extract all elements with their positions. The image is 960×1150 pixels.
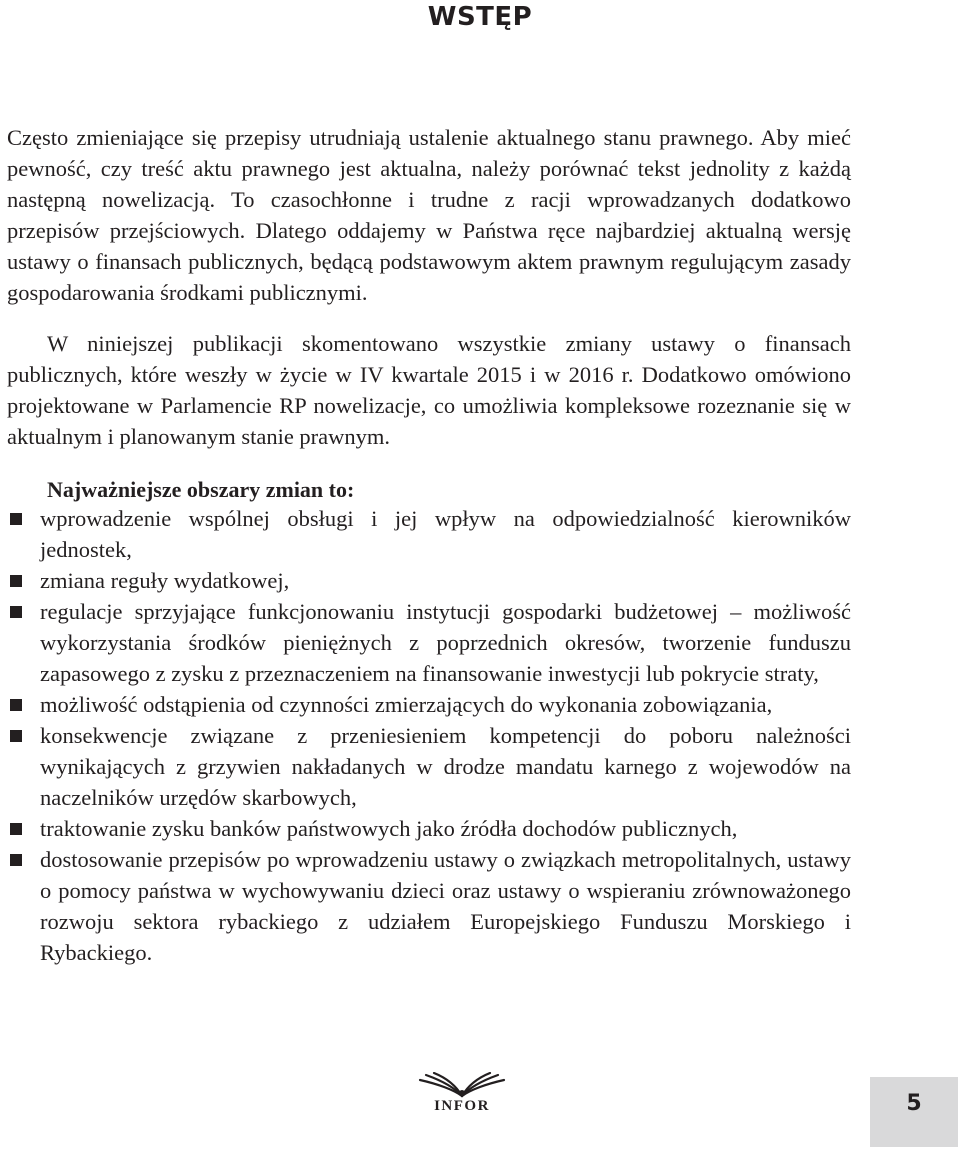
changes-list [7, 503, 851, 968]
changes-heading: Najważniejsze obszary zmian to: [47, 477, 355, 502]
list-item [7, 689, 851, 720]
intro-paragraph: Często zmieniające się przepisy utrudniają ustalenie aktualnego stanu prawnego. Aby mieć pewność, czy treść aktu prawnego jest aktualna, należy porównać tekst jednolity z każdą następną nowelizacją. To czasochłonne i trudne z racji wprowadzanych dodatkowo przepisów przejściowych. Dlatego oddajemy w Państwa ręce najbardziej aktualną wersję ustawy o finansach publicznych, będącą podstawowym aktem prawnym regulującym zasady gospodarowania środkami publicznymi. [7, 125, 851, 305]
list-item-text: możliwość odstąpienia od czynności zmierzających do wykonania zobowiązania, [40, 692, 773, 717]
page-number-box [870, 1077, 958, 1147]
list-item-text: dostosowanie przepisów po wprowadzeniu ustawy o związkach metropolitalnych, ustawy o pomocy państwa w wychowywaniu dzieci oraz ustawy o wspieraniu zrównoważonego rozwoju sektora rybackiego z udziałem Europejskiego Funduszu Morskiego i Rybackiego. [40, 847, 851, 965]
square-bullet-icon [10, 823, 22, 835]
list-item-text: traktowanie zysku banków państwowych jako źródła dochodów publicznych, [40, 816, 738, 841]
list-item [7, 565, 851, 596]
list-item-text: wprowadzenie wspólnej obsługi i jej wpływ na odpowiedzialność kierowników jednostek, [40, 506, 851, 562]
list-item-text: konsekwencje związane z przeniesieniem kompetencji do poboru należności wynikających z grzywien nakładanych w drodze mandatu karnego z wojewodów na naczelników urzędów skarbowych, [40, 723, 851, 810]
list-item [7, 596, 851, 689]
list-item [7, 503, 851, 565]
square-bullet-icon [10, 699, 22, 711]
list-item [7, 720, 851, 813]
logo-text: INFOR [434, 1098, 490, 1114]
list-item-text: regulacje sprzyjające funkcjonowaniu instytucji gospodarki budżetowej – możliwość wykorzystania środków pieniężnych z poprzednich okresów, tworzenie funduszu zapasowego z zysku z przeznaczeniem na finansowanie inwestycji lub pokrycie straty, [40, 599, 851, 686]
infor-logo [414, 1072, 510, 1114]
square-bullet-icon [10, 854, 22, 866]
infor-eagle-logo-icon [414, 1072, 510, 1098]
page-title: WSTĘP [427, 2, 533, 32]
page-number: 5 [906, 1091, 922, 1116]
publication-paragraph: W niniejszej publikacji skomentowano wszystkie zmiany ustawy o finansach publicznych, które weszły w życie w IV kwartale 2015 i w 2016 r. Dodatkowo omówiono projektowane w Parlamencie RP nowelizacje, co umożliwia kompleksowe rozeznanie się w aktualnym i planowanym stanie prawnym. [7, 331, 851, 449]
square-bullet-icon [10, 513, 22, 525]
list-item [7, 844, 851, 968]
square-bullet-icon [10, 575, 22, 587]
square-bullet-icon [10, 606, 22, 618]
list-item [7, 813, 851, 844]
list-item-text: zmiana reguły wydatkowej, [40, 568, 290, 593]
square-bullet-icon [10, 730, 22, 742]
